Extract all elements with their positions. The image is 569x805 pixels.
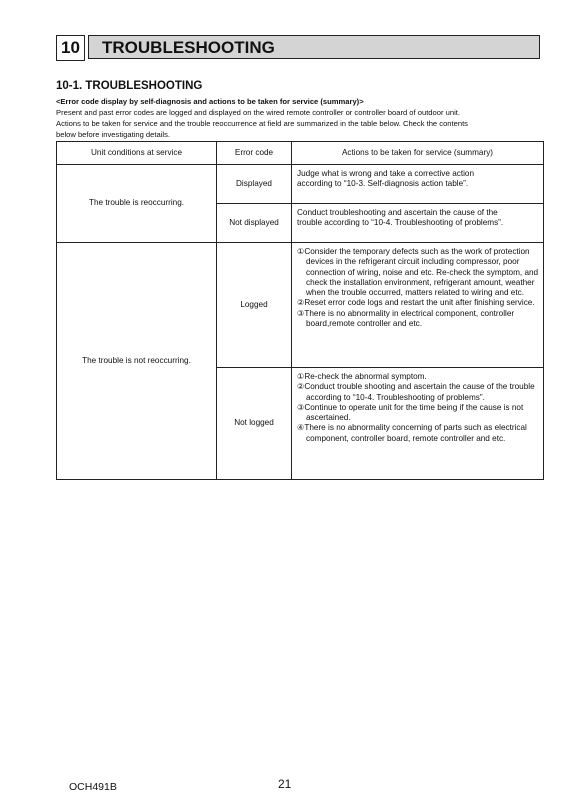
condition-cell: The trouble is reoccurring. <box>57 165 217 243</box>
action-text: trouble according to “10-4. Troubleshooting of problems”. <box>297 218 504 228</box>
action-cell <box>292 204 544 243</box>
action-cell <box>292 243 544 368</box>
table-row <box>57 165 544 204</box>
header-actions: Actions to be taken for service (summary) <box>292 142 544 165</box>
error-code-cell: Logged <box>217 243 292 368</box>
intro-line: Actions to be taken for service and the trouble reoccurrence at field are summarized in the table below. Check the contents <box>56 119 468 128</box>
intro-line: Present and past error codes are logged and displayed on the wired remote controller or controller board of outdoor unit. <box>56 108 460 117</box>
condition-cell: The trouble is not reoccurring. <box>57 243 217 480</box>
intro-paragraph <box>56 107 546 140</box>
action-item: ③There is no abnormality in electrical component, controller board,remote controller and etc. <box>297 308 515 329</box>
action-text: Conduct troubleshooting and ascertain the cause of the <box>297 208 498 217</box>
header-error-code: Error code <box>217 142 292 165</box>
action-cell <box>292 165 544 204</box>
chapter-title: TROUBLESHOOTING <box>88 35 540 59</box>
troubleshooting-table <box>56 141 544 480</box>
action-item: ④There is no abnormality concerning of parts such as electrical component, controller board, remote controller and etc. <box>297 423 527 443</box>
error-code-cell: Not displayed <box>217 204 292 243</box>
document-code: OCH491B <box>69 781 117 793</box>
table-row <box>57 243 544 368</box>
action-text: Judge what is wrong and take a corrective action <box>297 169 475 178</box>
section-subheading: <Error code display by self-diagnosis and actions to be taken for service (summary)> <box>56 97 364 106</box>
table-header-row <box>57 142 544 165</box>
action-cell <box>292 368 544 480</box>
error-code-cell: Not logged <box>217 368 292 480</box>
action-item: ③Continue to operate unit for the time being if the cause is not ascertained. <box>297 402 524 423</box>
section-title: 10-1. TROUBLESHOOTING <box>56 80 203 92</box>
intro-line: below before investigating details. <box>56 130 170 139</box>
page-number: 21 <box>278 777 292 791</box>
action-item: ②Reset error code logs and restart the unit after finishing service. <box>297 298 535 308</box>
action-item: ①Consider the temporary defects such as the work of protection devices in the refrigerant circuit including compressor, poor connection of wiring, noise and etc. Re-check the symptom, and check the installation environment, refrigerant amount, weather when the trouble occurred, matters related to wiring and etc. <box>297 247 539 298</box>
chapter-header <box>56 35 542 61</box>
error-code-cell: Displayed <box>217 165 292 204</box>
action-item: ②Conduct trouble shooting and ascertain the cause of the trouble according to “10-4. Troubleshooting of problems”. <box>297 382 535 402</box>
action-item: ①Re-check the abnormal symptom. <box>297 372 427 381</box>
chapter-number: 10 <box>56 35 85 61</box>
header-unit-conditions: Unit conditions at service <box>57 142 217 165</box>
action-text: according to “10-3. Self-diagnosis action table”. <box>297 179 469 189</box>
